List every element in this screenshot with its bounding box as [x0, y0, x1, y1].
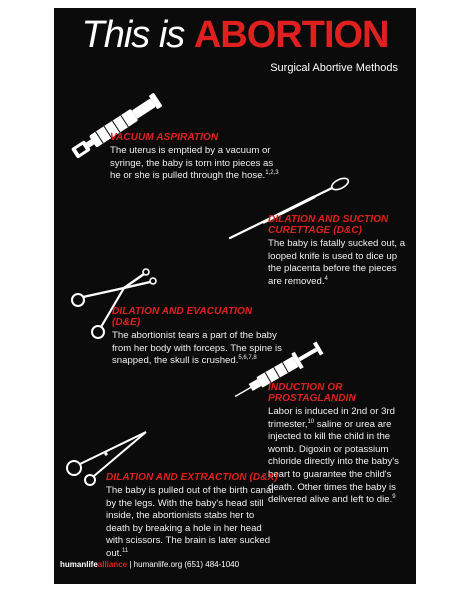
citation-sup: 11 [122, 547, 129, 554]
subtitle: Surgical Abortive Methods [270, 62, 398, 74]
section-body-text: The abortionist tears a part of the baby from her body with forceps. The spine is snapped, the skull is crushed. [112, 330, 282, 367]
section-heading: DILATION AND SUCTION CURETTAGE (D&C) [268, 214, 389, 236]
citation-sup: 10 [307, 418, 315, 425]
citation-sup: 5,6,7,8 [238, 355, 257, 361]
section-dilation-suction-curettage [268, 214, 408, 288]
brand-name-b: alliance [97, 560, 128, 569]
title-part-2: ABORTION [193, 14, 389, 56]
section-dilation-extraction [106, 472, 278, 561]
brand-name-a: humanlife [60, 560, 98, 569]
section-heading: DILATION AND EVACUATION (D&E) [112, 306, 253, 328]
footer-brand [60, 560, 239, 569]
section-heading: INDUCTION OR PROSTAGLANDIN [268, 382, 356, 404]
citation-sup: 9 [392, 493, 396, 500]
poster [54, 8, 416, 584]
section-heading: DILATION AND EXTRACTION (D&X) [106, 472, 278, 483]
footer-contact: | humanlife.org (651) 484-1040 [127, 560, 240, 569]
section-body [268, 238, 408, 288]
section-induction-prostaglandin [268, 382, 410, 507]
title-part-1: This is [81, 14, 194, 56]
citation-sup: 1,2,3 [265, 170, 279, 176]
section-body-text: The uterus is emptied by a vacuum or syringe, the baby is torn into pieces as he or she is pulled through the hose. [110, 145, 274, 182]
section-body [268, 406, 410, 507]
section-body-text: The baby is fatally sucked out, a looped knife is used to dice up the placenta before the pieces are removed. [268, 238, 406, 287]
page-title [54, 14, 416, 57]
section-body [106, 485, 278, 561]
citation-sup: 4 [324, 275, 328, 282]
section-body-text: saline or urea are injected to kill the child in the womb. Digoxin or potassium chloride directly into the baby's heart to guarantee the child's death. Other times the baby is delivered alive and left to die. [268, 418, 399, 506]
section-heading: VACUUM ASPIRATION [110, 132, 219, 143]
section-body-text: The baby is pulled out of the birth canal by the legs. With the baby's head still inside, the abortionists stabs her to death by breaking a hole in her head with scissors. The brain is later sucked out. [106, 485, 274, 559]
section-body-text: Labor is induced in 2nd or 3rd trimester, [268, 406, 395, 430]
